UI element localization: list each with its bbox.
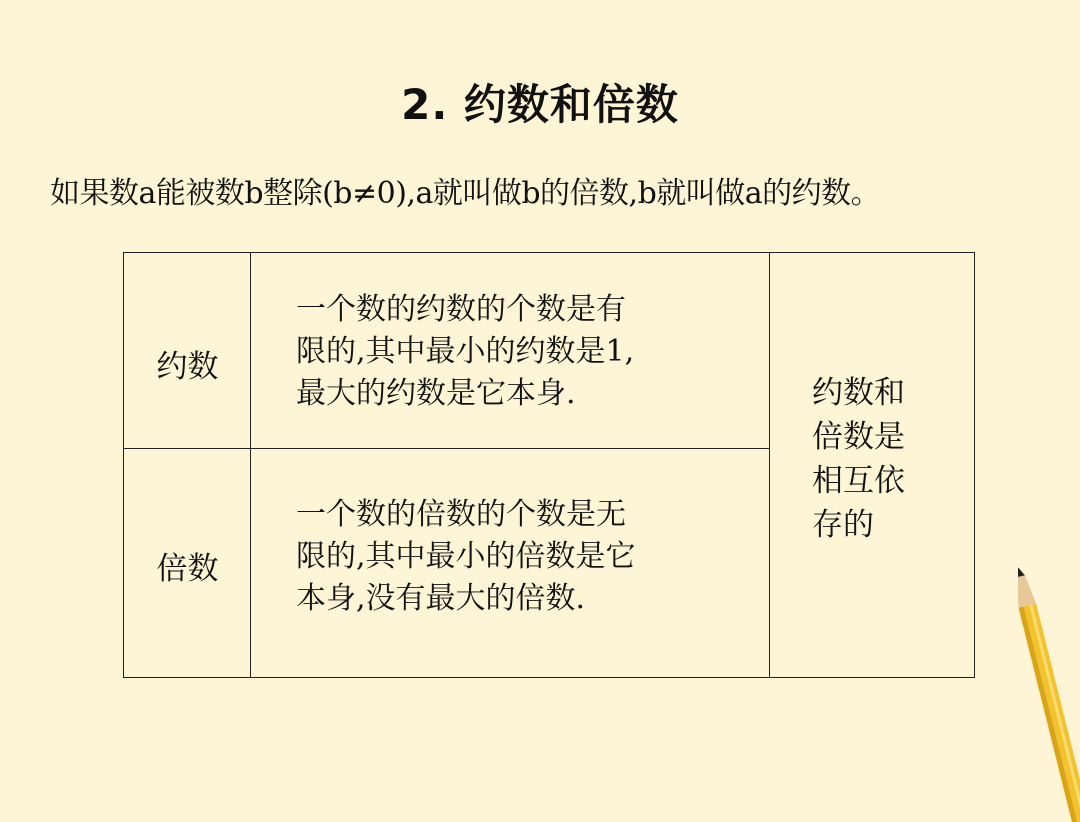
pencil-icon — [1018, 562, 1080, 822]
slide-title: 2. 约数和倍数 — [401, 80, 679, 129]
row-label-divisor: 约数 — [156, 349, 219, 385]
row-desc-multiple: 一个数的倍数的个数是无 限的,其中最小的倍数是它 本身,没有最大的倍数. — [296, 497, 636, 616]
row-desc-divisor: 一个数的约数的个数是有 限的,其中最小的约数是1, 最大的约数是它本身. — [296, 292, 635, 411]
comparison-table — [123, 252, 975, 678]
relation-cell: 约数和 倍数是 相互依 存的 — [812, 375, 905, 543]
pencil-wood — [1018, 574, 1036, 607]
table-divider-2 — [769, 253, 770, 677]
table-divider-1 — [250, 253, 251, 677]
table-row-divider — [124, 448, 770, 449]
row-label-multiple: 倍数 — [156, 551, 219, 587]
definition-text: 如果数a能被数b整除(b≠0),a就叫做b的倍数,b就叫做a的约数。 — [50, 176, 881, 211]
